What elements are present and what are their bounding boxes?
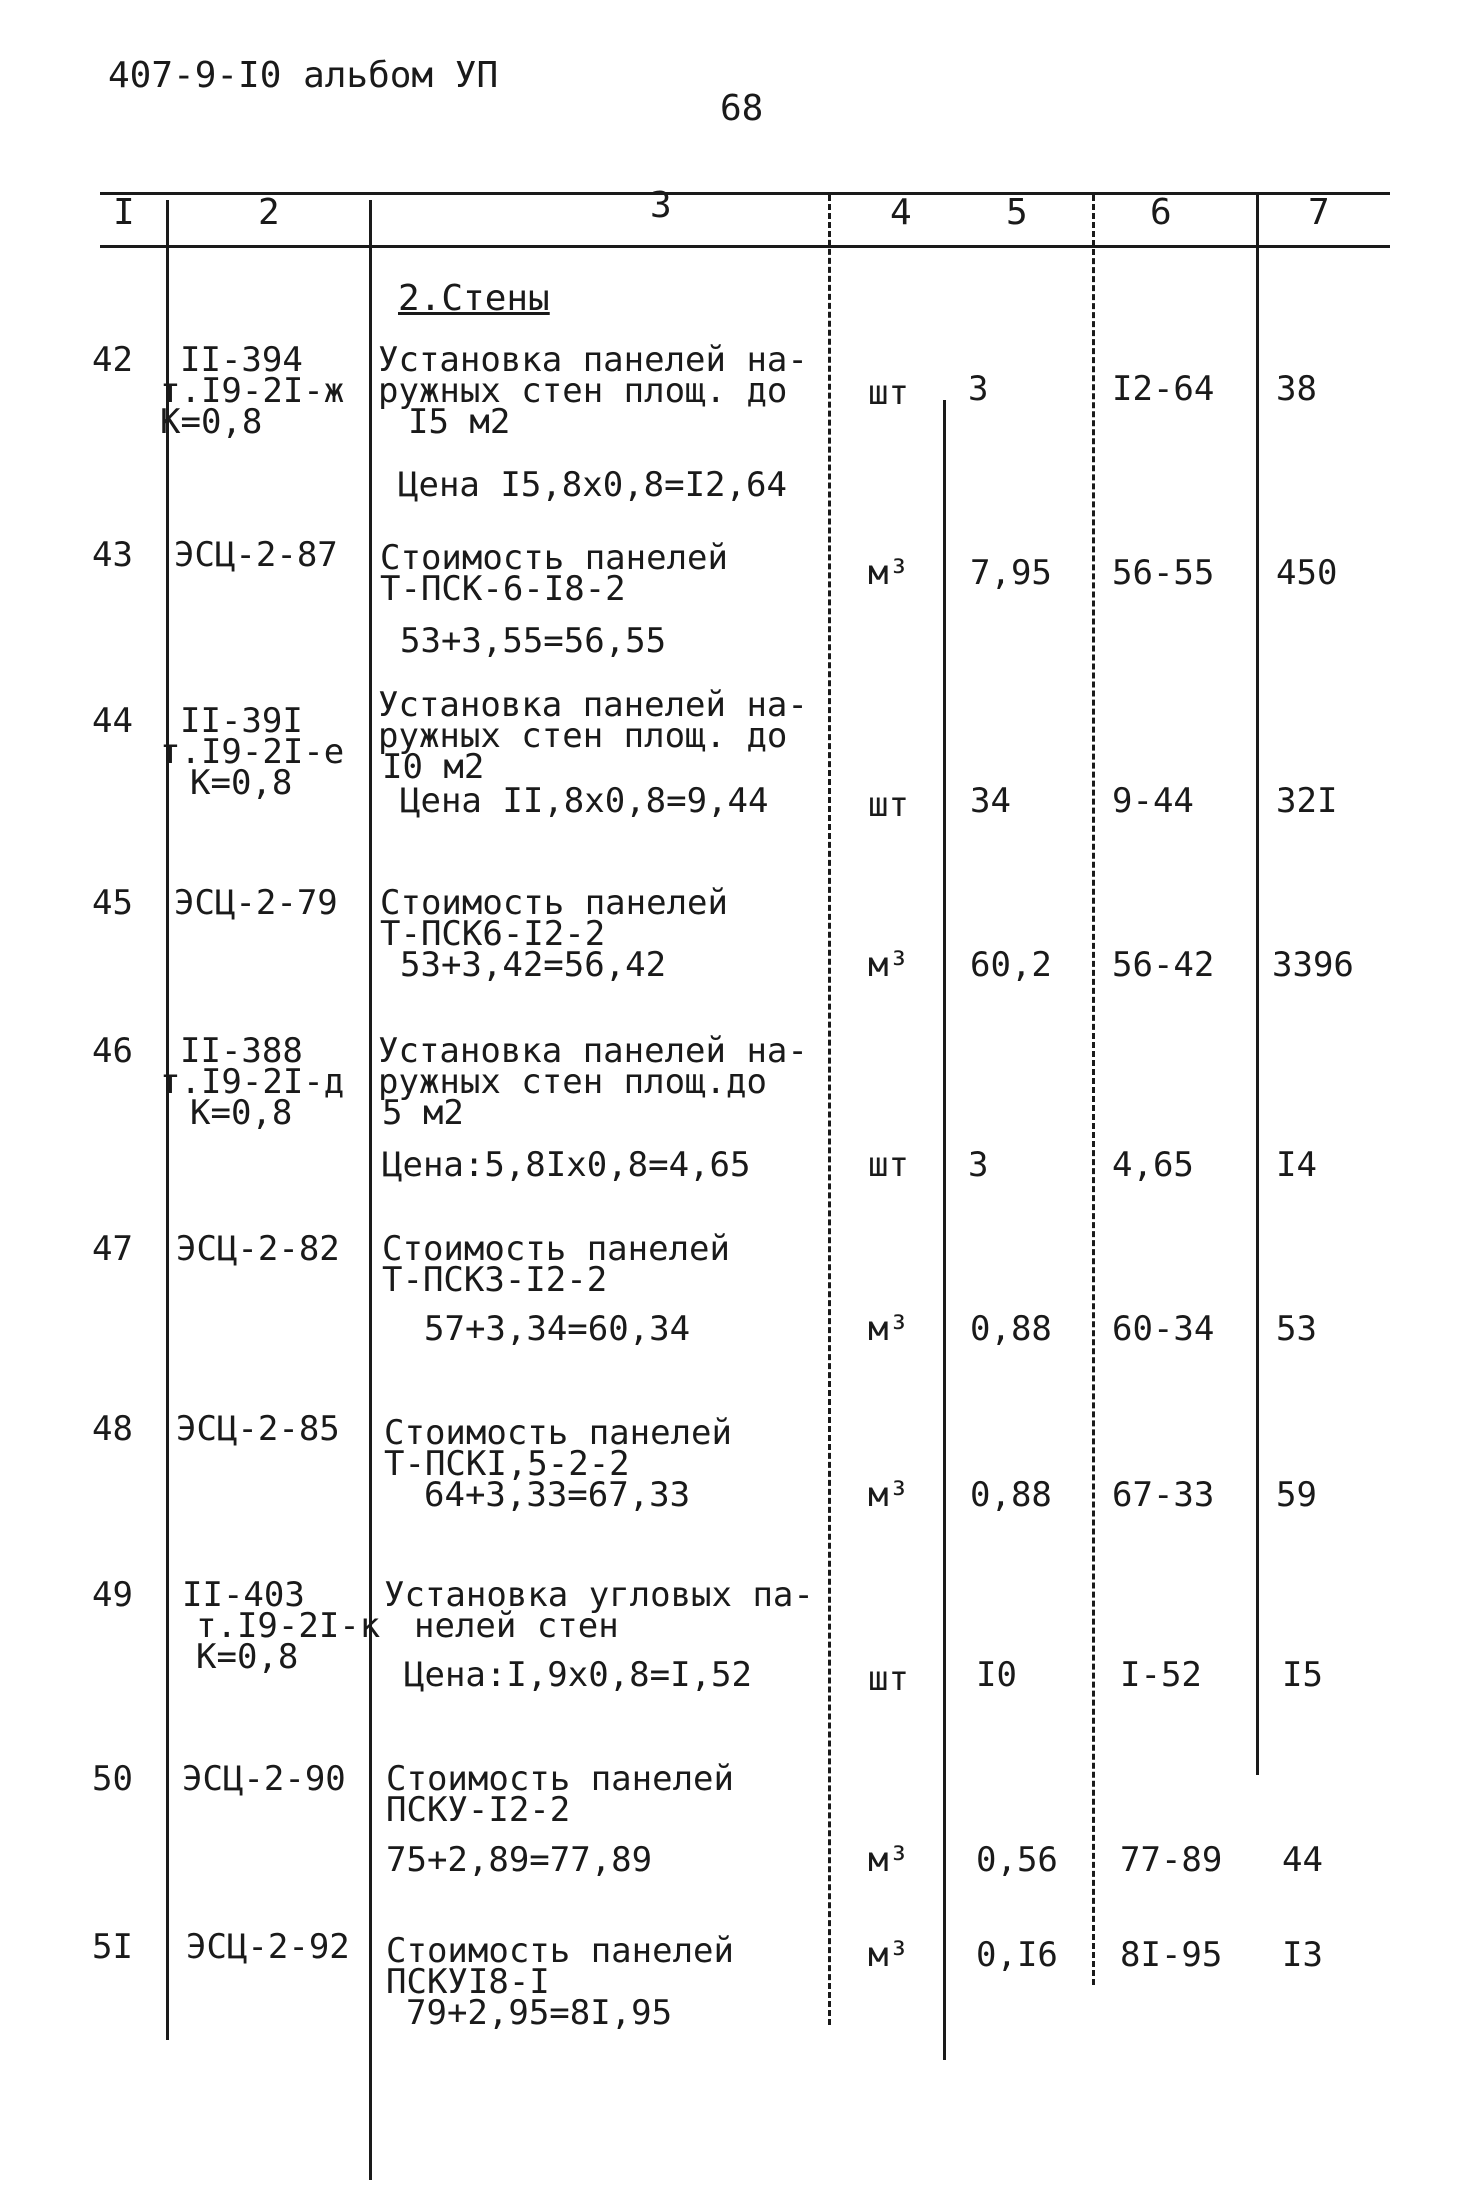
- row-price: I-52: [1120, 1655, 1202, 1695]
- row-number: 48: [92, 1409, 133, 1449]
- page-number: 68: [720, 88, 764, 129]
- col-divider-6: [1256, 195, 1259, 1775]
- row-code: т.I9-2I-ж: [160, 371, 345, 411]
- row-description: ружных стен площ.до: [378, 1062, 767, 1102]
- row-total: 32I: [1276, 781, 1338, 821]
- row-code: К=0,8: [190, 763, 293, 803]
- row-unit: м³: [868, 553, 909, 593]
- col-header-7: 7: [1308, 192, 1330, 233]
- row-code: II-388: [180, 1031, 303, 1071]
- row-description: Т-ПСК-6-I8-2: [380, 569, 626, 609]
- row-unit: шт: [868, 1659, 909, 1699]
- row-description: Т-ПСКI,5-2-2: [384, 1444, 630, 1484]
- col-header-6: 6: [1150, 192, 1172, 233]
- row-description: Установка панелей на-: [378, 340, 808, 380]
- row-number: 50: [92, 1759, 133, 1799]
- row-code: т.I9-2I-д: [160, 1062, 345, 1102]
- row-total: I5: [1282, 1655, 1323, 1695]
- row-total: 3396: [1272, 945, 1354, 985]
- row-code: ЭСЦ-2-92: [186, 1927, 350, 1967]
- row-quantity: 34: [970, 781, 1011, 821]
- row-unit: м³: [868, 1309, 909, 1349]
- row-unit: шт: [868, 1145, 909, 1185]
- row-code: II-394: [180, 340, 303, 380]
- col-divider-4: [943, 400, 946, 2060]
- row-price: 56-55: [1112, 553, 1215, 593]
- row-price: I2-64: [1112, 369, 1215, 409]
- row-description: ПСКУ-I2-2: [386, 1790, 571, 1830]
- row-note: 53+3,42=56,42: [400, 945, 667, 985]
- row-code: К=0,8: [160, 402, 263, 442]
- row-number: 49: [92, 1575, 133, 1615]
- table-top-rule: [100, 192, 1390, 195]
- row-description: Стоимость панелей: [386, 1759, 734, 1799]
- row-quantity: I0: [976, 1655, 1017, 1695]
- row-code: К=0,8: [190, 1093, 293, 1133]
- row-description: Установка угловых па-: [384, 1575, 814, 1615]
- row-description: Т-ПСК6-I2-2: [380, 914, 606, 954]
- section-title: 2.Стены: [398, 278, 550, 319]
- row-note: 79+2,95=8I,95: [406, 1993, 673, 2033]
- row-description: нелей стен: [414, 1606, 619, 1646]
- row-price: 9-44: [1112, 781, 1194, 821]
- row-description: Стоимость панелей: [380, 538, 728, 578]
- col-header-3: 3: [650, 185, 672, 226]
- row-note: Цена I5,8x0,8=I2,64: [398, 465, 787, 505]
- row-description: I0 м2: [382, 747, 485, 787]
- row-description: Стоимость панелей: [382, 1229, 730, 1269]
- row-code: ЭСЦ-2-85: [176, 1409, 340, 1449]
- document-code: 407-9-I0 альбом УП: [108, 55, 499, 96]
- row-note: Цена II,8x0,8=9,44: [400, 781, 769, 821]
- row-total: I4: [1276, 1145, 1317, 1185]
- row-quantity: 3: [968, 369, 989, 409]
- row-number: 45: [92, 883, 133, 923]
- row-code: К=0,8: [196, 1637, 299, 1677]
- row-total: 44: [1282, 1840, 1323, 1880]
- row-note: Цена:I,9x0,8=I,52: [404, 1655, 752, 1695]
- row-description: I5 м2: [408, 402, 511, 442]
- row-description: 5 м2: [382, 1093, 464, 1133]
- row-unit: шт: [868, 373, 909, 413]
- row-description: Т-ПСК3-I2-2: [382, 1260, 608, 1300]
- row-note: 57+3,34=60,34: [424, 1309, 691, 1349]
- row-number: 47: [92, 1229, 133, 1269]
- row-price: 56-42: [1112, 945, 1215, 985]
- col-divider-3: [828, 195, 831, 2025]
- row-total: 53: [1276, 1309, 1317, 1349]
- row-note: Цена:5,8Ix0,8=4,65: [382, 1145, 751, 1185]
- row-description: Установка панелей на-: [378, 1031, 808, 1071]
- row-number: 5I: [92, 1927, 133, 1967]
- row-total: 450: [1276, 553, 1338, 593]
- row-total: 38: [1276, 369, 1317, 409]
- col-header-1: I: [113, 192, 135, 233]
- row-total: 59: [1276, 1475, 1317, 1515]
- row-description: Установка панелей на-: [378, 685, 808, 725]
- table-header-rule: [100, 245, 1390, 248]
- row-note: 53+3,55=56,55: [400, 621, 667, 661]
- row-number: 43: [92, 535, 133, 575]
- row-note: 64+3,33=67,33: [424, 1475, 691, 1515]
- row-unit: м³: [868, 1475, 909, 1515]
- col-header-4: 4: [890, 192, 912, 233]
- col-header-5: 5: [1006, 192, 1028, 233]
- row-code: т.I9-2I-к: [196, 1606, 381, 1646]
- row-quantity: 7,95: [970, 553, 1052, 593]
- row-unit: шт: [868, 785, 909, 825]
- row-code: ЭСЦ-2-87: [174, 535, 338, 575]
- row-code: ЭСЦ-2-79: [174, 883, 338, 923]
- row-number: 44: [92, 701, 133, 741]
- row-quantity: 0,I6: [976, 1935, 1058, 1975]
- col-header-2: 2: [258, 192, 280, 233]
- row-description: ПСКУI8-I: [386, 1962, 550, 2002]
- row-price: 77-89: [1120, 1840, 1223, 1880]
- row-number: 42: [92, 340, 133, 380]
- row-code: ЭСЦ-2-90: [182, 1759, 346, 1799]
- row-quantity: 60,2: [970, 945, 1052, 985]
- row-price: 60-34: [1112, 1309, 1215, 1349]
- row-description: Стоимость панелей: [384, 1413, 732, 1453]
- col-divider-1: [166, 200, 169, 2040]
- row-code: т.I9-2I-е: [160, 732, 345, 772]
- row-code: ЭСЦ-2-82: [176, 1229, 340, 1269]
- row-total: I3: [1282, 1935, 1323, 1975]
- col-divider-5: [1092, 195, 1095, 1985]
- row-unit: м³: [868, 1935, 909, 1975]
- row-description: ружных стен площ. до: [378, 716, 788, 756]
- row-number: 46: [92, 1031, 133, 1071]
- row-code: II-39I: [180, 701, 303, 741]
- row-description: Стоимость панелей: [380, 883, 728, 923]
- row-quantity: 3: [968, 1145, 989, 1185]
- row-description: ружных стен площ. до: [378, 371, 788, 411]
- row-code: II-403: [182, 1575, 305, 1615]
- row-quantity: 0,88: [970, 1475, 1052, 1515]
- row-quantity: 0,88: [970, 1309, 1052, 1349]
- row-price: 8I-95: [1120, 1935, 1223, 1975]
- row-description: Стоимость панелей: [386, 1931, 734, 1971]
- row-unit: м³: [868, 1840, 909, 1880]
- row-quantity: 0,56: [976, 1840, 1058, 1880]
- row-price: 4,65: [1112, 1145, 1194, 1185]
- row-unit: м³: [868, 945, 909, 985]
- col-divider-2: [369, 200, 372, 2180]
- row-note: 75+2,89=77,89: [386, 1840, 653, 1880]
- row-price: 67-33: [1112, 1475, 1215, 1515]
